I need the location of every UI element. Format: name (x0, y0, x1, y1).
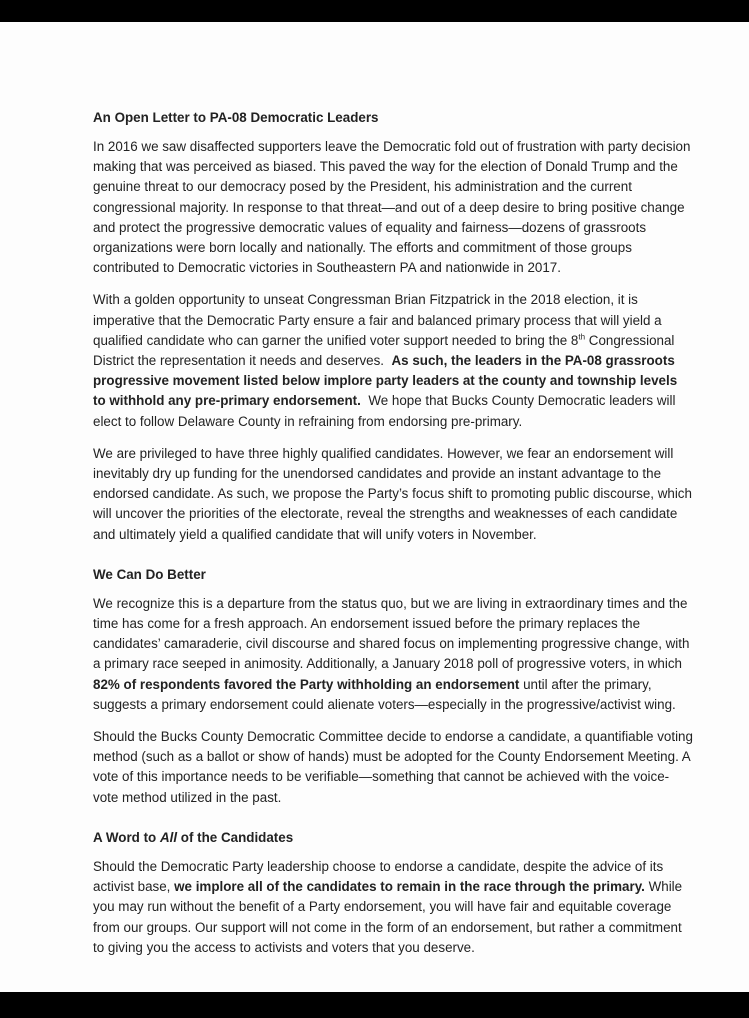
intro-p2-text-c: We hope that Bucks County Democratic leaders will elect to follow Delaware County in refraining from endorsing pre-primary. (93, 393, 676, 429)
candidates-heading-em: All (159, 829, 178, 845)
better-paragraph-1 (93, 594, 693, 715)
better-p1-text-a: We recognize this is a departure from the status quo, but we are living in extraordinary times and the time has come for a fresh approach. An endorsement issued before the primary replaces the candidates’ camaraderie, civil discourse and shared focus on implementing progressive change, with a primary race seeped in animosity. Additionally, a January 2018 poll of progressive voters, in which (93, 595, 690, 672)
better-p1-bold: 82% of respondents favored the Party withholding an endorsement (93, 676, 520, 692)
candidates-paragraph-1 (93, 857, 693, 958)
intro-p2-bold: As such, the leaders in the PA-08 grassroots progressive movement listed below implore party leaders at the county and township levels to withhold any pre-primary endorsement. (93, 353, 678, 409)
ordinal-suffix: th (578, 332, 586, 342)
letter-body (93, 108, 693, 970)
letter-title: An Open Letter to PA-08 Democratic Leaders (93, 110, 379, 125)
candidates-p1-text-a: Should the Democratic Party leadership choose to endorse a candidate, despite the advice of its activist base, (93, 858, 664, 895)
section-heading-better: We Can Do Better (93, 566, 206, 582)
candidates-p1-bold: we implore all of the candidates to remain in the race through the primary. (174, 879, 645, 895)
better-p1-text-b: until after the primary, suggests a primary endorsement could alienate voters—especially in the progressive/activist wing. (93, 676, 676, 712)
intro-paragraph-3: We are privileged to have three highly qualified candidates. However, we fear an endorsement will inevitably dry up funding for the unendorsed candidates and provide an instant advantage to the endorsed candidate. As such, we propose the Party’s focus shift to promoting public discourse, which will uncover the priorities of the electorate, reveal the strengths and weaknesses of each candidate and ultimately yield a qualified candidate that will unify voters in November. (93, 445, 692, 542)
intro-p2-text-b: Congressional District the representation it needs and deserves. (93, 332, 675, 369)
candidates-heading-b: of the Candidates (177, 829, 294, 845)
candidates-p1-text-b: While you may run without the benefit of a Party endorsement, you will have fair and equitable coverage from our groups. Our support will not come in the form of an endorsement, but rather a commitment to giving you the access to activists and voters that you deserve. (93, 879, 683, 955)
section-heading-candidates (93, 828, 693, 848)
letter-page (0, 22, 749, 992)
better-paragraph-2: Should the Bucks County Democratic Committee decide to endorse a candidate, a quantifiable voting method (such as a ballot or show of hands) must be adopted for the County Endorsement Meeting. A vote of this importance needs to be verifiable—something that cannot be achieved with the voice-vote method utilized in the past. (93, 729, 693, 805)
intro-paragraph-2 (93, 290, 693, 431)
intro-p2-text-a: With a golden opportunity to unseat Congressman Brian Fitzpatrick in the 2018 election, it is imperative that the Democratic Party ensure a fair and balanced primary process that will yield a qualified candidate who can garner the unified voter support needed to bring the 8 (93, 292, 662, 348)
candidates-heading-a: A Word to (93, 829, 160, 845)
intro-paragraph-1: In 2016 we saw disaffected supporters leave the Democratic fold out of frustration with party decision making that was perceived as biased. This paved the way for the election of Donald Trump and the genuine threat to our democracy posed by the President, his administration and the current congressional majority. In response to that threat—and out of a deep desire to bring positive change and protect the progressive democratic values of equality and fairness—dozens of grassroots organizations were born locally and nationally. The efforts and commitment of those groups contributed to Democratic victories in Southeastern PA and nationwide in 2017. (93, 139, 691, 276)
